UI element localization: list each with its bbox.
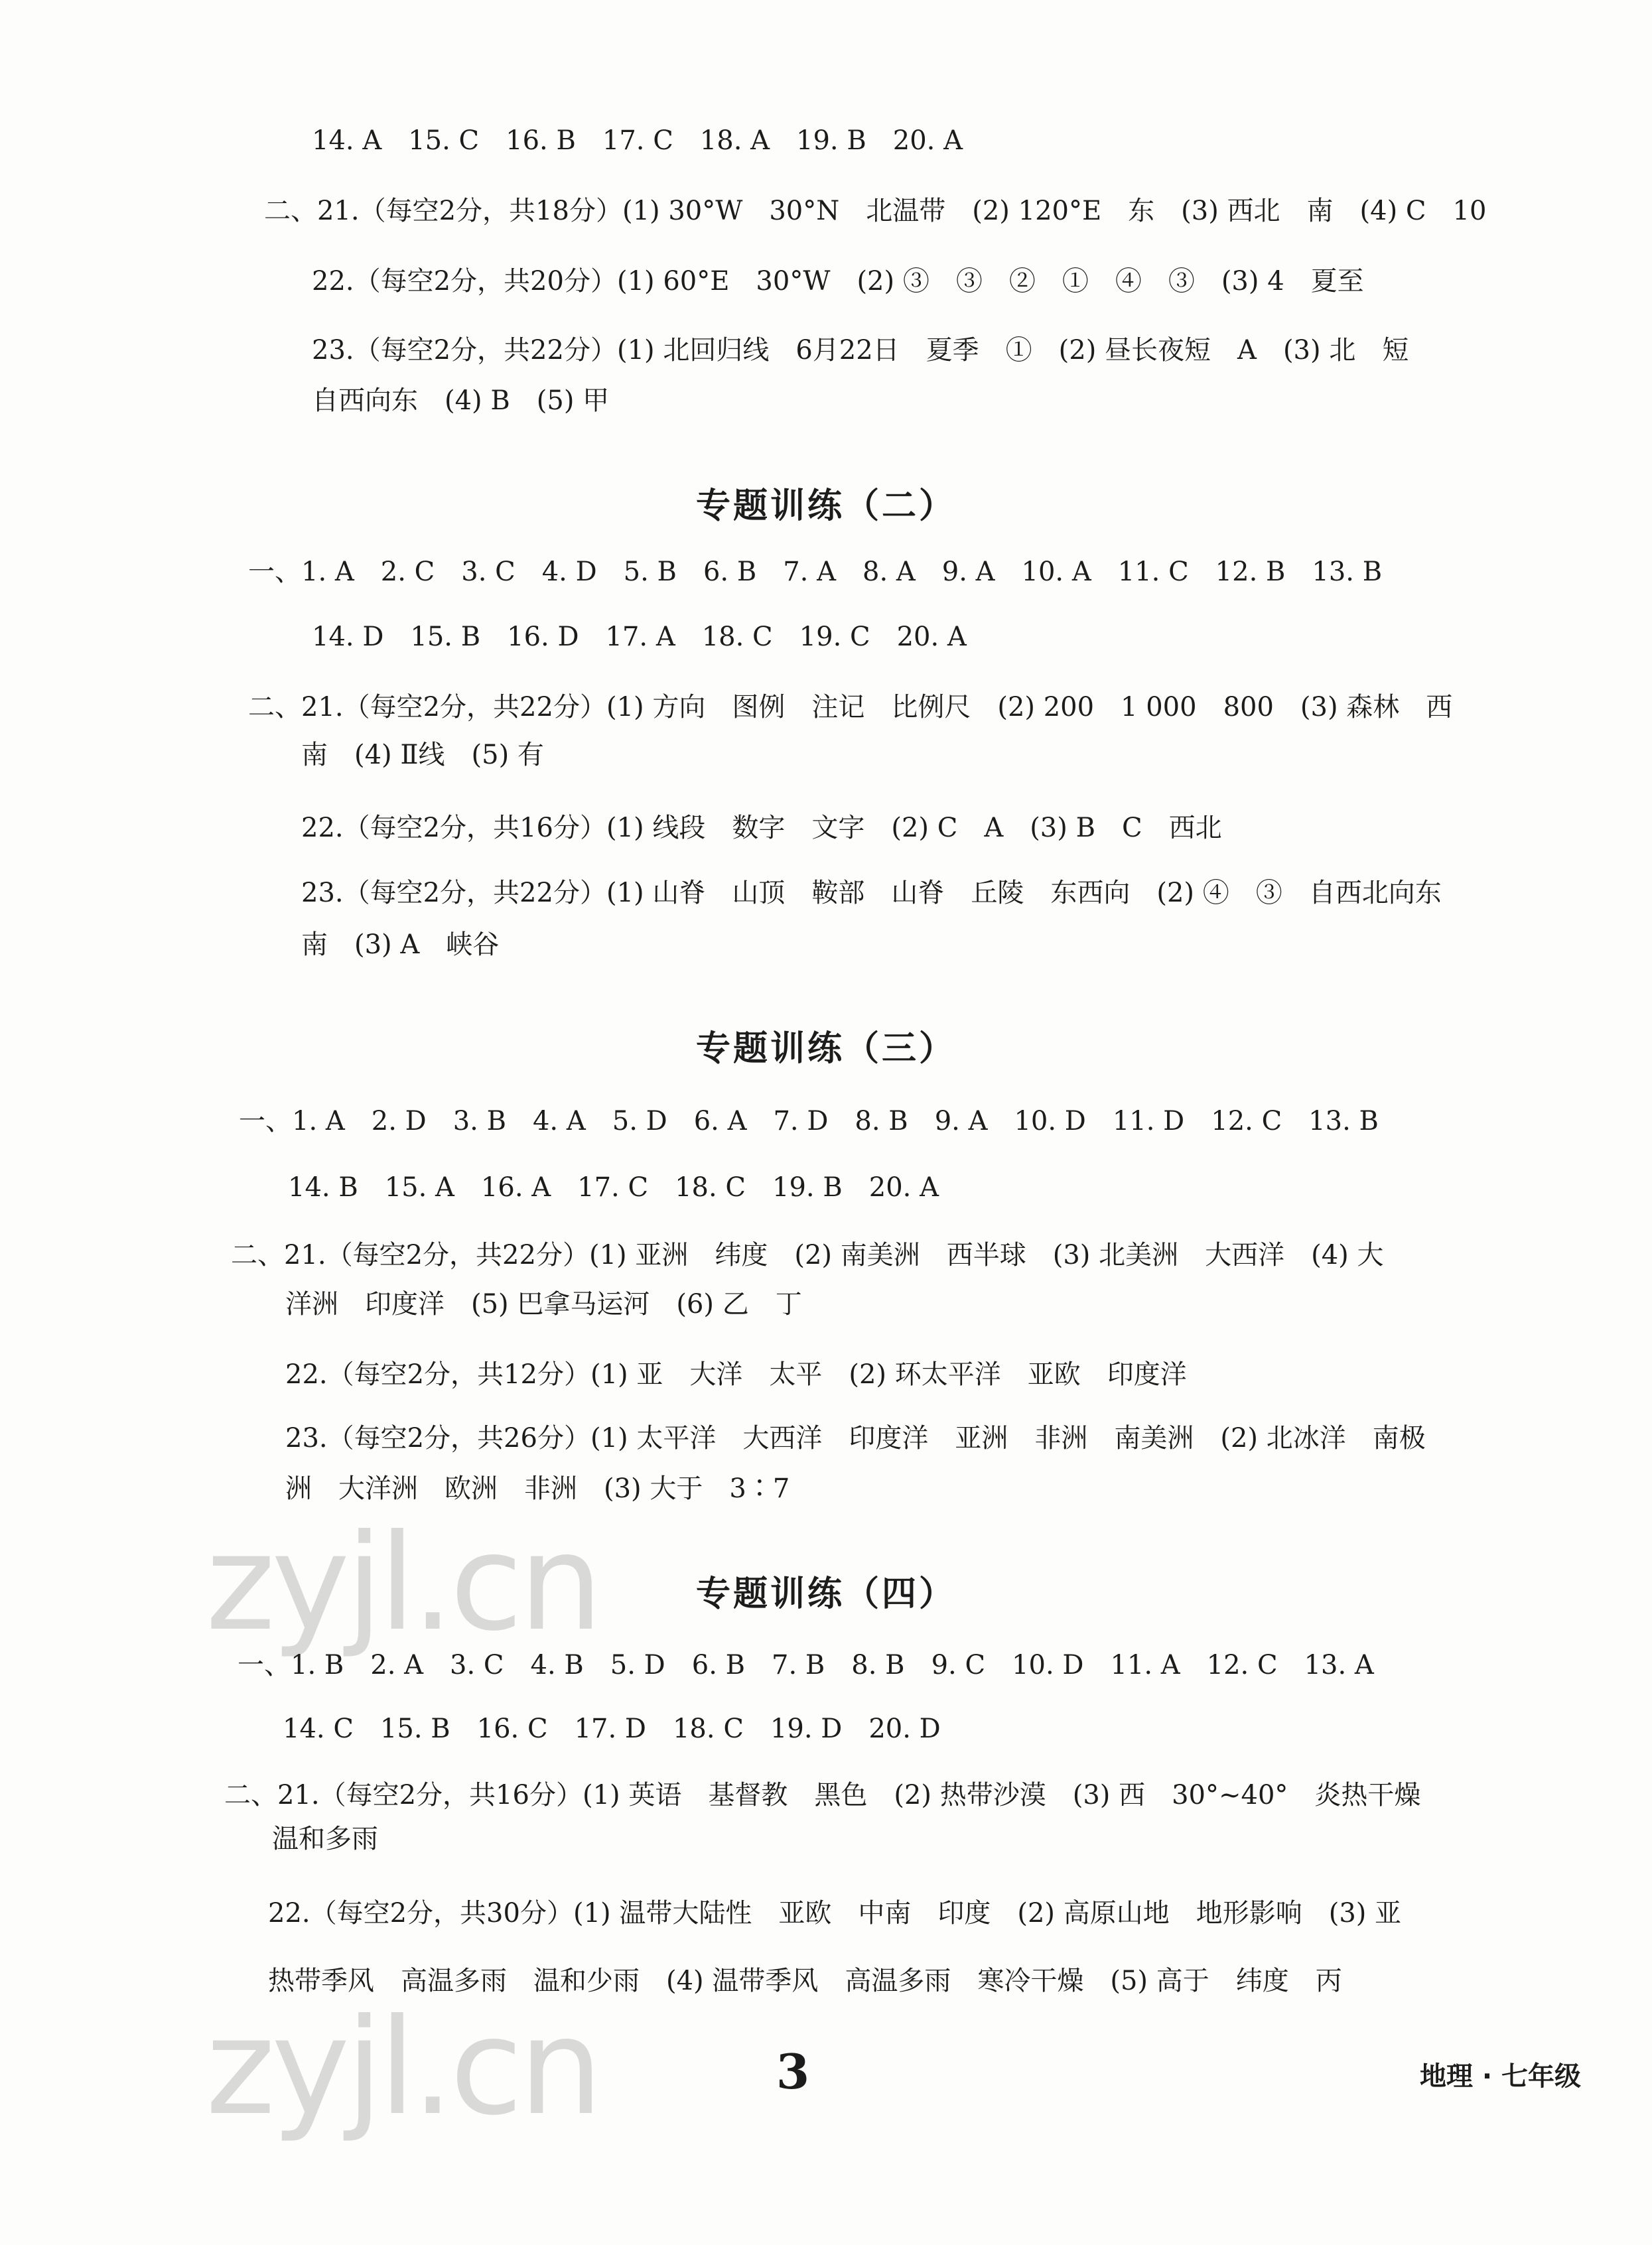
answer-line: 自西向东 (4) B (5) 甲	[312, 385, 610, 416]
answer-line: 南 (3) A 峡谷	[301, 929, 500, 960]
answer-line: 一、1. A 2. D 3. B 4. A 5. D 6. A 7. D 8. B 9. A 10. D 11. D 12. C 13. B	[239, 1106, 1379, 1136]
section-title: 专题训练（三）	[695, 1029, 956, 1069]
answer-line: 一、1. A 2. C 3. C 4. D 5. B 6. B 7. A 8. A 9. A 10. A 11. C 12. B 13. B	[248, 557, 1383, 587]
section-title: 专题训练（四）	[695, 1574, 956, 1614]
answer-line: 二、21.（每空2分，共22分）(1) 亚洲 纬度 (2) 南美洲 西半球 (3) 北美洲 大西洋 (4) 大	[231, 1240, 1384, 1270]
answer-line: 23.（每空2分，共22分）(1) 山脊 山顶 鞍部 山脊 丘陵 东西向 (2) ④ ③ 自西北向东	[301, 878, 1442, 908]
answer-line: 热带季风 高温多雨 温和少雨 (4) 温带季风 高温多雨 寒冷干燥 (5) 高于 纬度 丙	[268, 1966, 1342, 1996]
answer-line: 南 (4) Ⅱ线 (5) 有	[301, 740, 544, 770]
answer-line: 二、21.（每空2分，共22分）(1) 方向 图例 注记 比例尺 (2) 200 1 000 800 (3) 森林 西	[248, 692, 1453, 722]
watermark: zyjl.cn	[206, 1506, 599, 1661]
answer-line: 温和多雨	[272, 1824, 378, 1854]
answer-line: 22.（每空2分，共12分）(1) 亚 大洋 太平 (2) 环太平洋 亚欧 印度洋	[285, 1359, 1187, 1390]
answer-line: 二、21.（每空2分，共18分）(1) 30°W 30°N 北温带 (2) 120°E 东 (3) 西北 南 (4) C 10	[264, 196, 1487, 226]
answer-line: 14. B 15. A 16. A 17. C 18. C 19. B 20. A	[288, 1172, 939, 1203]
answer-line: 一、1. B 2. A 3. C 4. B 5. D 6. B 7. B 8. B 9. C 10. D 11. A 12. C 13. A	[238, 1650, 1374, 1680]
answer-line: 22.（每空2分，共16分）(1) 线段 数字 文字 (2) C A (3) B C 西北	[301, 813, 1222, 843]
page-number: 3	[776, 2043, 810, 2100]
answer-line: 23.（每空2分，共26分）(1) 太平洋 大西洋 印度洋 亚洲 非洲 南美洲 (2) 北冰洋 南极	[285, 1423, 1426, 1454]
answer-line: 22.（每空2分，共20分）(1) 60°E 30°W (2) ③ ③ ② ① ④ ③ (3) 4 夏至	[312, 266, 1364, 297]
answer-line: 14. C 15. B 16. C 17. D 18. C 19. D 20. D	[283, 1714, 941, 1744]
watermark: zyjl.cn	[206, 1990, 599, 2145]
answer-line: 23.（每空2分，共22分）(1) 北回归线 6月22日 夏季 ① (2) 昼长夜短 A (3) 北 短	[312, 335, 1409, 366]
section-title: 专题训练（二）	[695, 486, 956, 526]
answer-line: 14. D 15. B 16. D 17. A 18. C 19. C 20. A	[312, 622, 967, 652]
answer-line: 二、21.（每空2分，共16分）(1) 英语 基督教 黑色 (2) 热带沙漠 (3) 西 30°~40° 炎热干燥	[224, 1780, 1421, 1810]
footer-subject: 地理 · 七年级	[1420, 2061, 1582, 2092]
answer-line: 14. A 15. C 16. B 17. C 18. A 19. B 20. A	[312, 125, 963, 156]
answer-line: 洋洲 印度洋 (5) 巴拿马运河 (6) 乙 丁	[285, 1289, 802, 1320]
answer-line: 22.（每空2分，共30分）(1) 温带大陆性 亚欧 中南 印度 (2) 高原山地 地形影响 (3) 亚	[268, 1898, 1402, 1929]
answer-line: 洲 大洋洲 欧洲 非洲 (3) 大于 3∶7	[285, 1473, 790, 1504]
